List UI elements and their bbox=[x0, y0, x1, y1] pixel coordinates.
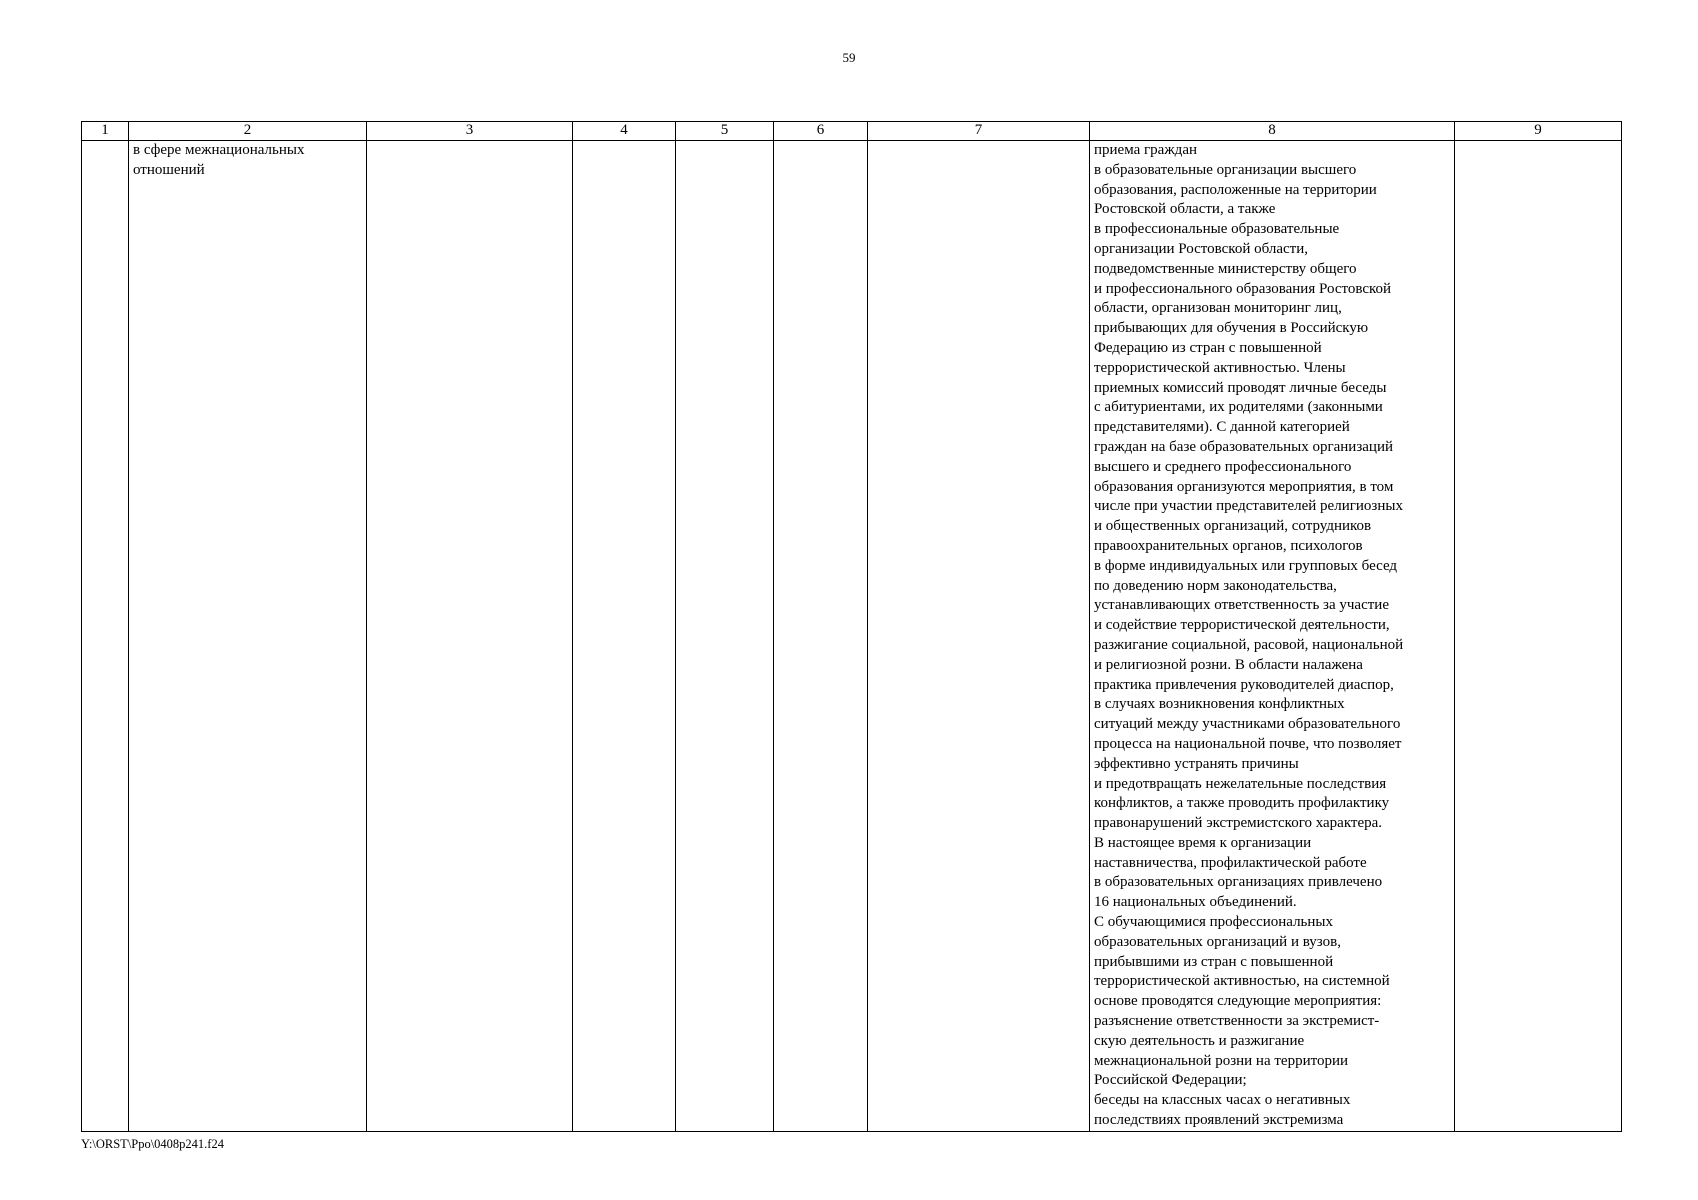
cell-col8-line: Федерацию из стран с повышенной bbox=[1094, 339, 1322, 356]
cell-col8-line: прибывающих для обучения в Российскую bbox=[1094, 320, 1369, 337]
cell-col8-line: граждан на базе образовательных организаций bbox=[1094, 438, 1394, 455]
cell-col8-line: С обучающимися профессиональных bbox=[1094, 914, 1333, 931]
cell-col8-line: организации Ростовской области, bbox=[1094, 240, 1308, 257]
cell-col8-line: образования, расположенные на территории bbox=[1094, 181, 1377, 198]
cell-col6 bbox=[774, 141, 868, 1132]
cell-col8-line: представителями). С данной категорией bbox=[1094, 419, 1350, 436]
cell-col2-line: в сфере межнациональных bbox=[133, 142, 305, 158]
cell-col8-line: числе при участии представителей религиозных bbox=[1094, 498, 1403, 515]
cell-col2 bbox=[129, 141, 367, 1132]
column-header-9: 9 bbox=[1455, 122, 1622, 141]
cell-col8-line: В настоящее время к организации bbox=[1094, 834, 1312, 851]
cell-col8-line: подведомственные министерству общего bbox=[1094, 260, 1357, 277]
cell-col8-line: практика привлечения руководителей диаспор, bbox=[1094, 676, 1394, 693]
cell-col3 bbox=[367, 141, 573, 1132]
cell-col8-line: последствиях проявлений экстремизма bbox=[1094, 1112, 1344, 1129]
cell-col8-line: и религиозной розни. В области налажена bbox=[1094, 656, 1363, 673]
cell-col8-line: правоохранительных органов, психологов bbox=[1094, 537, 1363, 554]
column-header-2: 2 bbox=[129, 122, 367, 141]
column-header-5: 5 bbox=[676, 122, 774, 141]
table-row bbox=[82, 141, 1622, 1132]
cell-col2-line: отношений bbox=[133, 161, 205, 178]
cell-col8-line: области, организован мониторинг лиц, bbox=[1094, 300, 1342, 317]
cell-col8-line: в профессиональные образовательные bbox=[1094, 221, 1340, 238]
cell-col8-line: конфликтов, а также проводить профилактику bbox=[1094, 795, 1390, 812]
cell-col8-line: образования организуются мероприятия, в том bbox=[1094, 478, 1394, 495]
cell-col8-line: скую деятельность и разжигание bbox=[1094, 1032, 1305, 1049]
footer-file-path: Y:\ORST\Ppo\0408p241.f24 bbox=[81, 1137, 224, 1151]
cell-col8-line: и предотвращать нежелательные последствия bbox=[1094, 775, 1387, 792]
cell-col8-line: прибывшими из стран с повышенной bbox=[1094, 953, 1334, 970]
cell-col8-line: Ростовской области, а также bbox=[1094, 201, 1276, 218]
cell-col8-line: образовательных организаций и вузов, bbox=[1094, 933, 1341, 950]
cell-col8-line: в форме индивидуальных или групповых бесед bbox=[1094, 557, 1398, 574]
cell-col8 bbox=[1090, 141, 1455, 1132]
cell-col8-line: разжигание социальной, расовой, национальной bbox=[1094, 636, 1404, 653]
cell-col8-line: разъяснение ответственности за экстремист- bbox=[1094, 1013, 1380, 1030]
cell-col8-line: в образовательные организации высшего bbox=[1094, 161, 1357, 178]
cell-col8-line: и содействие террористической деятельности, bbox=[1094, 617, 1390, 634]
cell-col8-line: по доведению норм законодательства, bbox=[1094, 577, 1337, 594]
cell-col8-line: террористической активностью. Члены bbox=[1094, 359, 1346, 376]
column-header-6: 6 bbox=[774, 122, 868, 141]
column-header-3: 3 bbox=[367, 122, 573, 141]
cell-col8-line: ситуаций между участниками образовательного bbox=[1094, 716, 1401, 733]
header-row bbox=[82, 122, 1622, 141]
column-header-1: 1 bbox=[82, 122, 129, 141]
cell-col7 bbox=[868, 141, 1090, 1132]
cell-col9 bbox=[1455, 141, 1622, 1132]
cell-col8-line: приемных комиссий проводят личные беседы bbox=[1094, 379, 1387, 396]
page-number: 59 bbox=[842, 50, 856, 65]
cell-col8-line: приема граждан bbox=[1094, 142, 1198, 158]
column-header-8: 8 bbox=[1090, 122, 1455, 141]
cell-col8-line: в случаях возникновения конфликтных bbox=[1094, 696, 1345, 713]
cell-col8-line: устанавливающих ответственность за участие bbox=[1094, 597, 1389, 614]
cell-col8-line: Российской Федерации; bbox=[1094, 1072, 1247, 1089]
cell-col1 bbox=[82, 141, 129, 1132]
cell-col8-line: беседы на классных часах о негативных bbox=[1094, 1092, 1351, 1109]
cell-col8-line: и общественных организаций, сотрудников bbox=[1094, 518, 1372, 535]
document-table bbox=[81, 121, 1622, 1132]
cell-col8-line: правонарушений экстремистского характера. bbox=[1094, 815, 1383, 832]
cell-col4 bbox=[573, 141, 676, 1132]
cell-col8-line: 16 национальных объединений. bbox=[1094, 894, 1297, 911]
cell-col8-line: террористической активностью, на системной bbox=[1094, 973, 1390, 990]
cell-col8-line: и профессионального образования Ростовской bbox=[1094, 280, 1392, 297]
cell-col8-line: наставничества, профилактической работе bbox=[1094, 854, 1367, 871]
cell-col8-line: высшего и среднего профессионального bbox=[1094, 458, 1352, 475]
cell-col8-line: с абитуриентами, их родителями (законными bbox=[1094, 399, 1383, 416]
column-header-7: 7 bbox=[868, 122, 1090, 141]
cell-col8-line: в образовательных организациях привлечено bbox=[1094, 874, 1383, 891]
cell-col8-line: процесса на национальной почве, что позволяет bbox=[1094, 735, 1402, 752]
cell-col8-line: основе проводятся следующие мероприятия: bbox=[1094, 993, 1382, 1010]
cell-col8-line: эффективно устранять причины bbox=[1094, 755, 1299, 772]
column-header-4: 4 bbox=[573, 122, 676, 141]
cell-col8-line: межнациональной розни на территории bbox=[1094, 1052, 1349, 1069]
cell-col5 bbox=[676, 141, 774, 1132]
